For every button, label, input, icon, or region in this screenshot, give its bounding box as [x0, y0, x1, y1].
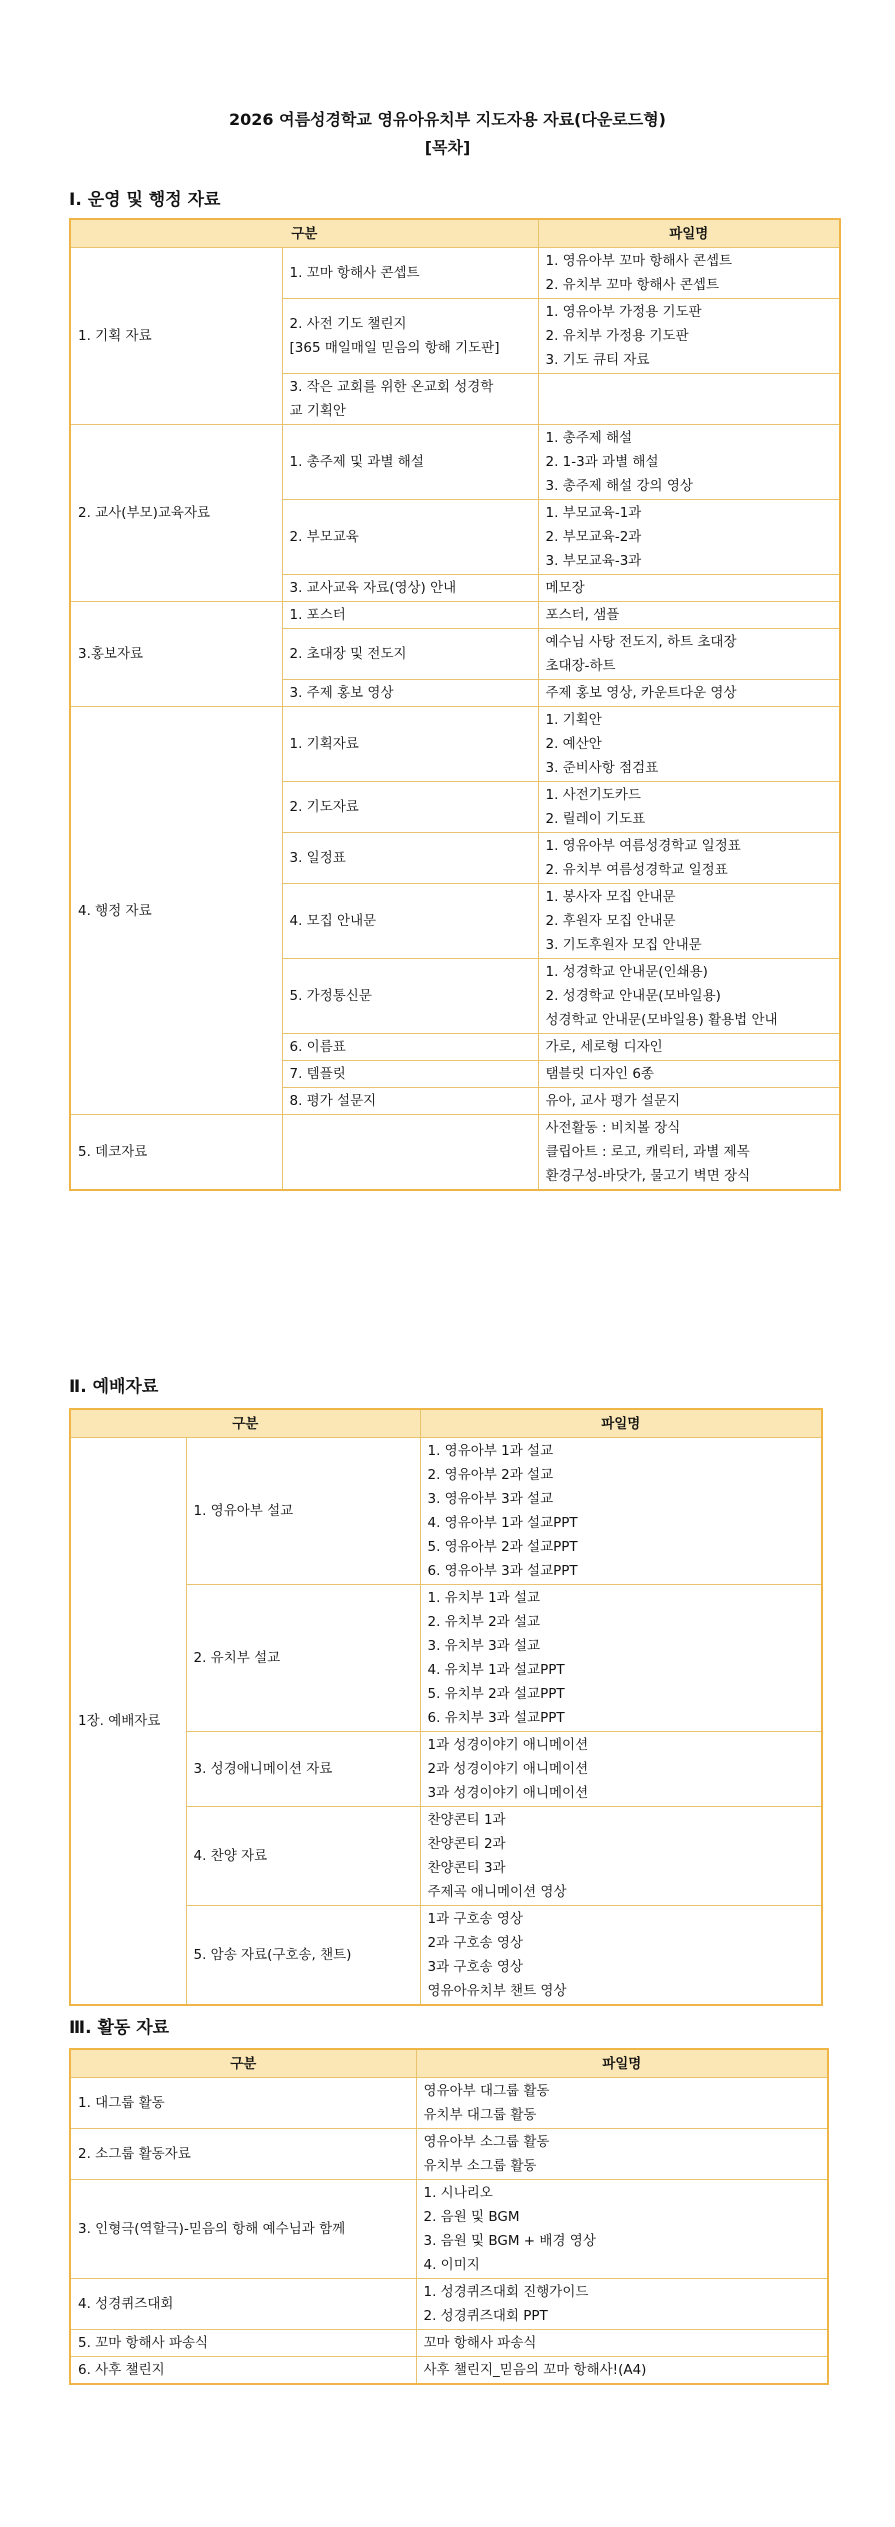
- cell-line: 2. 기도자료: [289, 799, 359, 815]
- cell-line: 3과 구호송 영상: [427, 1959, 523, 1975]
- cell-line: 찬양콘티 1과: [427, 1812, 506, 1828]
- subcategory-cell: [282, 575, 538, 602]
- cell-line: 유아, 교사 평가 설문지: [545, 1093, 681, 1109]
- group-cell: 4. 행정 자료: [70, 707, 282, 1115]
- header-category: 구분: [70, 2049, 416, 2078]
- cell-line: 성경학교 안내문(모바일용) 활용법 안내: [545, 1012, 778, 1028]
- cell-line: 3. 일정표: [289, 850, 346, 866]
- cell-line: 3. 기도후원자 모집 안내문: [545, 937, 702, 953]
- subcategory-cell: [186, 1438, 420, 1585]
- cell-line: 사후 챌린지_믿음의 꼬마 항해사!(A4): [423, 2362, 647, 2378]
- cell-line: 1. 영유아부 가정용 기도판: [545, 304, 702, 320]
- table-header-row: [70, 2049, 828, 2078]
- filename-cell: [420, 1807, 822, 1906]
- cell-line: 영유아부 대그룹 활동: [423, 2083, 550, 2099]
- cell-line: 1. 포스터: [289, 607, 346, 623]
- group-cell: 1. 기획 자료: [70, 248, 282, 425]
- cell-line: 2. 유치부 여름성경학교 일정표: [545, 862, 728, 878]
- cell-line: 5. 유치부 2과 설교PPT: [427, 1686, 565, 1702]
- filename-cell: [416, 2330, 828, 2357]
- table-row: [70, 425, 840, 500]
- filename-cell: [420, 1585, 822, 1732]
- cell-line: 3. 부모교육-3과: [545, 553, 642, 569]
- cell-line: 1. 기획안: [545, 712, 602, 728]
- header-category: 구분: [70, 219, 538, 248]
- cell-line: 2. 유치부 설교: [193, 1650, 281, 1666]
- filename-cell: [538, 374, 840, 425]
- cell-line: 주제곡 애니메이션 영상: [427, 1884, 567, 1900]
- cell-line: 1. 봉사자 모집 안내문: [545, 889, 676, 905]
- subcategory-cell: [186, 1807, 420, 1906]
- cell-line: 5. 영유아부 2과 설교PPT: [427, 1539, 578, 1555]
- subcategory-cell: [282, 1034, 538, 1061]
- subcategory-cell: [186, 1732, 420, 1807]
- cell-line: 4. 찬양 자료: [193, 1848, 268, 1864]
- cell-line: 3. 영유아부 3과 설교: [427, 1491, 554, 1507]
- header-category: 구분: [70, 1409, 420, 1438]
- cell-line: 2. 예산안: [545, 736, 602, 752]
- cell-line: 5. 암송 자료(구호송, 챈트): [193, 1947, 352, 1963]
- cell-line: 메모장: [545, 580, 585, 596]
- subcategory-cell: [186, 1585, 420, 1732]
- cell-line: 3과 성경이야기 애니메이션: [427, 1785, 589, 1801]
- table-row: [70, 1438, 822, 1585]
- table-row: [70, 2129, 828, 2180]
- cell-line: 3. 교사교육 자료(영상) 안내: [289, 580, 457, 596]
- cell-line: 예수님 사탕 전도지, 하트 초대장: [545, 634, 737, 650]
- cell-line: [365 매일매일 믿음의 항해 기도판]: [289, 340, 500, 356]
- table-body: [70, 248, 840, 1191]
- table-row: [70, 2357, 828, 2385]
- subcategory-cell: [282, 680, 538, 707]
- filename-cell: [416, 2357, 828, 2385]
- cell-line: 1. 영유아부 설교: [193, 1503, 294, 1519]
- cell-line: 3. 작은 교회를 위한 온교회 성경학: [289, 379, 494, 395]
- filename-cell: [538, 782, 840, 833]
- subcategory-cell: [282, 884, 538, 959]
- table-header-row: [70, 219, 840, 248]
- cell-line: 1. 영유아부 여름성경학교 일정표: [545, 838, 741, 854]
- cell-line: 2. 1-3과 과별 해설: [545, 454, 659, 470]
- cell-line: 2. 유치부 가정용 기도판: [545, 328, 689, 344]
- cell-line: 1. 영유아부 꼬마 항해사 콘셉트: [545, 253, 733, 269]
- table-row: [70, 248, 840, 299]
- cell-line: 3. 기도 큐티 자료: [545, 352, 650, 368]
- category-cell: 5. 꼬마 항해사 파송식: [70, 2330, 416, 2357]
- cell-line: 6. 영유아부 3과 설교PPT: [427, 1563, 578, 1579]
- cell-line: 8. 평가 설문지: [289, 1093, 377, 1109]
- section-heading-worship: Ⅱ. 예배자료: [69, 1377, 159, 1397]
- table-body: [70, 1438, 822, 2006]
- filename-cell: [538, 425, 840, 500]
- filename-cell: [538, 299, 840, 374]
- subcategory-cell: [282, 782, 538, 833]
- section-heading-operations: Ⅰ. 운영 및 행정 자료: [69, 190, 221, 210]
- filename-cell: [538, 500, 840, 575]
- cell-line: 3. 성경애니메이션 자료: [193, 1761, 333, 1777]
- table-row: [70, 2180, 828, 2279]
- filename-cell: [416, 2129, 828, 2180]
- cell-line: 2. 초대장 및 전도지: [289, 646, 407, 662]
- filename-cell: [416, 2279, 828, 2330]
- filename-cell: [538, 833, 840, 884]
- cell-line: 1. 성경퀴즈대회 진행가이드: [423, 2284, 589, 2300]
- document-subtitle: [목차]: [424, 138, 471, 157]
- table-row: [70, 2078, 828, 2129]
- table-row: [70, 2330, 828, 2357]
- filename-cell: [538, 1034, 840, 1061]
- cell-line: 2과 구호송 영상: [427, 1935, 523, 1951]
- category-cell: 1. 대그룹 활동: [70, 2078, 416, 2129]
- filename-cell: [538, 680, 840, 707]
- filename-cell: [538, 1115, 840, 1191]
- worship-table: [69, 1408, 823, 2006]
- cell-line: 초대장-하트: [545, 658, 616, 674]
- cell-line: 3. 음원 및 BGM + 배경 영상: [423, 2233, 596, 2249]
- category-cell: 4. 성경퀴즈대회: [70, 2279, 416, 2330]
- cell-line: 2. 성경퀴즈대회 PPT: [423, 2308, 548, 2324]
- cell-line: 4. 이미지: [423, 2257, 480, 2273]
- group-cell: 1장. 예배자료: [70, 1438, 186, 2006]
- cell-line: 2. 유치부 2과 설교: [427, 1614, 541, 1630]
- filename-cell: [538, 884, 840, 959]
- filename-cell: [416, 2078, 828, 2129]
- subcategory-cell: [282, 374, 538, 425]
- cell-line: 2. 릴레이 기도표: [545, 811, 646, 827]
- filename-cell: [416, 2180, 828, 2279]
- cell-line: 7. 템플릿: [289, 1066, 346, 1082]
- cell-line: 2. 영유아부 2과 설교: [427, 1467, 554, 1483]
- cell-line: 1과 구호송 영상: [427, 1911, 523, 1927]
- cell-line: 가로, 세로형 디자인: [545, 1039, 663, 1055]
- subcategory-cell: [282, 299, 538, 374]
- subcategory-cell: [282, 500, 538, 575]
- filename-cell: [538, 629, 840, 680]
- filename-cell: [538, 1088, 840, 1115]
- subcategory-cell: [282, 833, 538, 884]
- header-filename: 파일명: [416, 2049, 828, 2078]
- subcategory-cell: [282, 248, 538, 299]
- filename-cell: [538, 959, 840, 1034]
- filename-cell: [538, 1061, 840, 1088]
- group-cell: 2. 교사(부모)교육자료: [70, 425, 282, 602]
- cell-line: 2. 유치부 꼬마 항해사 콘셉트: [545, 277, 719, 293]
- cell-line: 1. 부모교육-1과: [545, 505, 642, 521]
- table-row: [70, 707, 840, 782]
- cell-line: 1. 꼬마 항해사 콘셉트: [289, 265, 420, 281]
- subcategory-cell: [282, 707, 538, 782]
- cell-line: 2. 부모교육: [289, 529, 359, 545]
- subcategory-cell: [282, 1061, 538, 1088]
- subcategory-cell: [282, 425, 538, 500]
- cell-line: 1. 시나리오: [423, 2185, 493, 2201]
- cell-line: 1. 유치부 1과 설교: [427, 1590, 541, 1606]
- category-cell: 3. 인형극(역할극)-믿음의 항해 예수님과 함께: [70, 2180, 416, 2279]
- cell-line: 2. 사전 기도 챌린지: [289, 316, 407, 332]
- cell-line: 3. 주제 홍보 영상: [289, 685, 394, 701]
- category-cell: 6. 사후 챌린지: [70, 2357, 416, 2385]
- operations-table: [69, 218, 841, 1191]
- cell-line: 2과 성경이야기 애니메이션: [427, 1761, 589, 1777]
- table-row: [70, 2279, 828, 2330]
- cell-line: 4. 모집 안내문: [289, 913, 377, 929]
- cell-line: 2. 부모교육-2과: [545, 529, 642, 545]
- cell-line: 유치부 소그룹 활동: [423, 2158, 537, 2174]
- cell-line: 1. 총주제 및 과별 해설: [289, 454, 424, 470]
- table-body: [70, 2078, 828, 2385]
- cell-line: 2. 성경학교 안내문(모바일용): [545, 988, 721, 1004]
- cell-line: 유치부 대그룹 활동: [423, 2107, 537, 2123]
- cell-line: 4. 유치부 1과 설교PPT: [427, 1662, 565, 1678]
- cell-line: 3. 유치부 3과 설교: [427, 1638, 541, 1654]
- cell-line: 4. 영유아부 1과 설교PPT: [427, 1515, 578, 1531]
- cell-line: 6. 유치부 3과 설교PPT: [427, 1710, 565, 1726]
- header-filename: 파일명: [420, 1409, 822, 1438]
- filename-cell: [538, 575, 840, 602]
- category-cell: 2. 소그룹 활동자료: [70, 2129, 416, 2180]
- filename-cell: [538, 248, 840, 299]
- subcategory-cell: [282, 959, 538, 1034]
- cell-line: 클립아트 : 로고, 캐릭터, 과별 제목: [545, 1144, 750, 1160]
- header-filename: 파일명: [538, 219, 840, 248]
- cell-line: 포스터, 샘플: [545, 607, 620, 623]
- cell-line: 영유아부 소그룹 활동: [423, 2134, 550, 2150]
- cell-line: 영유아유치부 챈트 영상: [427, 1983, 567, 1999]
- table-row: [70, 1115, 840, 1191]
- section-heading-activity: Ⅲ. 활동 자료: [69, 2018, 170, 2038]
- cell-line: 1. 영유아부 1과 설교: [427, 1443, 554, 1459]
- cell-line: 사전활동 : 비치볼 장식: [545, 1120, 681, 1136]
- cell-line: 찬양콘티 3과: [427, 1860, 506, 1876]
- filename-cell: [420, 1438, 822, 1585]
- cell-line: 1과 성경이야기 애니메이션: [427, 1737, 589, 1753]
- filename-cell: [538, 707, 840, 782]
- cell-line: 1. 총주제 해설: [545, 430, 633, 446]
- cell-line: 2. 후원자 모집 안내문: [545, 913, 676, 929]
- cell-line: 교 기획안: [289, 403, 346, 419]
- group-cell: 5. 데코자료: [70, 1115, 282, 1191]
- cell-line: 3. 총주제 해설 강의 영상: [545, 478, 693, 494]
- filename-cell: [420, 1732, 822, 1807]
- subcategory-cell: [282, 1115, 538, 1191]
- activity-table: [69, 2048, 829, 2385]
- document-title: 2026 여름성경학교 영유아유치부 지도자용 자료(다운로드형): [229, 110, 666, 129]
- table-row: [70, 602, 840, 629]
- cell-line: 2. 음원 및 BGM: [423, 2209, 520, 2225]
- subcategory-cell: [282, 1088, 538, 1115]
- cell-line: 3. 준비사항 점검표: [545, 760, 659, 776]
- cell-line: 5. 가정통신문: [289, 988, 372, 1004]
- cell-line: 탬블릿 디자인 6종: [545, 1066, 654, 1082]
- subcategory-cell: [282, 629, 538, 680]
- cell-line: 꼬마 항해사 파송식: [423, 2335, 537, 2351]
- subcategory-cell: [282, 602, 538, 629]
- cell-line: 1. 기획자료: [289, 736, 359, 752]
- cell-line: 1. 사전기도카드: [545, 787, 641, 803]
- table-header-row: [70, 1409, 822, 1438]
- cell-line: 찬양콘티 2과: [427, 1836, 506, 1852]
- cell-line: 1. 성경학교 안내문(인쇄용): [545, 964, 708, 980]
- cell-line: 6. 이름표: [289, 1039, 346, 1055]
- cell-line: 주제 홍보 영상, 카운트다운 영상: [545, 685, 737, 701]
- cell-line: 환경구성-바닷가, 물고기 벽면 장식: [545, 1168, 751, 1184]
- subcategory-cell: [186, 1906, 420, 2006]
- group-cell: 3.홍보자료: [70, 602, 282, 707]
- filename-cell: [538, 602, 840, 629]
- filename-cell: [420, 1906, 822, 2006]
